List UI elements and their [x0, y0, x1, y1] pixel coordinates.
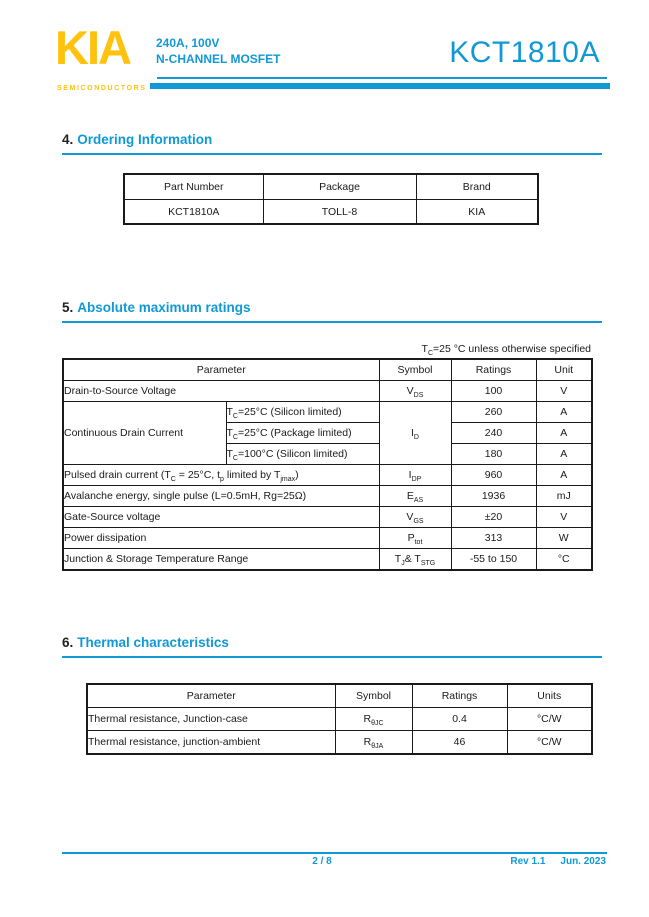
table-row — [63, 402, 592, 423]
col-header: Package — [263, 174, 416, 200]
cell-rating: 46 — [412, 731, 507, 755]
device-spec — [156, 35, 280, 67]
section-4-heading — [62, 132, 602, 155]
cell-unit: W — [536, 528, 592, 549]
cell-parameter: Thermal resistance, Junction-case — [87, 708, 335, 731]
table-row — [87, 731, 592, 755]
cell-part-number: KCT1810A — [124, 200, 263, 225]
table-row — [63, 465, 592, 486]
footer-rule — [62, 852, 607, 854]
brand-tagline: SEMICONDUCTORS — [57, 85, 147, 92]
cell-rating: -55 to 150 — [451, 549, 536, 571]
cell-unit: A — [536, 402, 592, 423]
cell-condition: $T_C=25^\circ C$ (Package limited) — [226, 423, 379, 444]
cell-symbol: $P_{tot}$ — [379, 528, 451, 549]
col-header: Parameter — [87, 684, 335, 708]
table-row — [63, 507, 592, 528]
cell-rating: ±20 — [451, 507, 536, 528]
section-6-number: 6. — [62, 635, 74, 650]
revision-label: Rev 1.1 — [510, 856, 546, 867]
section-5-number: 5. — [62, 300, 74, 315]
cell-brand: KIA — [416, 200, 538, 225]
cell-condition: $T_C=25^\circ C$ (Silicon limited) — [226, 402, 379, 423]
table-row — [63, 486, 592, 507]
cell-parameter: Thermal resistance, junction-ambient — [87, 731, 335, 755]
page-number: 2 / 8 — [312, 856, 332, 867]
cell-rating: 313 — [451, 528, 536, 549]
cell-unit: °C — [536, 549, 592, 571]
kia-logo: KIA — [55, 21, 130, 74]
table-row — [87, 708, 592, 731]
part-number-title: KCT1810A — [449, 36, 600, 69]
cell-symbol: $V_{GS}$ — [379, 507, 451, 528]
table-row — [63, 528, 592, 549]
table-row — [63, 381, 592, 402]
conditions-note: $T_C=25$ °C unless otherwise specified — [421, 343, 591, 358]
cell-symbol: $E_{AS}$ — [379, 486, 451, 507]
table-header-row — [63, 359, 592, 381]
cell-parameter-group: Continuous Drain Current — [63, 402, 226, 465]
absolute-maximum-ratings-table — [62, 358, 593, 571]
section-5-title: Absolute maximum ratings — [77, 300, 251, 315]
cell-parameter: Drain-to-Source Voltage — [63, 381, 379, 402]
cell-unit: °C/W — [507, 708, 592, 731]
cell-parameter: Junction & Storage Temperature Range — [63, 549, 379, 571]
section-6-title: Thermal characteristics — [77, 635, 229, 650]
ordering-table — [123, 173, 539, 225]
thermal-characteristics-table — [86, 683, 593, 755]
cell-rating: 100 — [451, 381, 536, 402]
cell-parameter: Avalanche energy, single pulse (L=0.5mH, Rg=25Ω) — [63, 486, 379, 507]
cell-symbol: $R_{\theta JC}$ — [335, 708, 412, 731]
cell-unit: V — [536, 381, 592, 402]
cell-symbol: $I_D$ — [379, 402, 451, 465]
cell-unit: A — [536, 423, 592, 444]
revision-date: Jun. 2023 — [560, 856, 606, 867]
cell-rating: 260 — [451, 402, 536, 423]
header-rule-thick — [150, 83, 610, 89]
cell-parameter: Pulsed drain current ($T_C = 25^\circ C$, $t_p$ limited by $T_{jmax}$) — [63, 465, 379, 486]
cell-rating: 180 — [451, 444, 536, 465]
cell-rating: 0.4 — [412, 708, 507, 731]
section-4-title: Ordering Information — [77, 132, 213, 147]
col-header: Unit — [536, 359, 592, 381]
col-header: Brand — [416, 174, 538, 200]
cell-unit: A — [536, 444, 592, 465]
col-header: Symbol — [379, 359, 451, 381]
cell-package: TOLL-8 — [263, 200, 416, 225]
cell-symbol: $T_J\&$ $T_{STG}$ — [379, 549, 451, 571]
section-4-number: 4. — [62, 132, 74, 147]
cell-parameter: Power dissipation — [63, 528, 379, 549]
table-header-row — [124, 174, 538, 200]
spec-type: N-CHANNEL MOSFET — [156, 52, 281, 66]
cell-rating: 960 — [451, 465, 536, 486]
table-header-row — [87, 684, 592, 708]
col-header: Ratings — [451, 359, 536, 381]
section-5-heading — [62, 300, 602, 323]
cell-rating: 1936 — [451, 486, 536, 507]
col-header: Parameter — [63, 359, 379, 381]
table-row — [124, 200, 538, 225]
cell-unit: A — [536, 465, 592, 486]
table-row — [63, 549, 592, 571]
cell-symbol: $V_{DS}$ — [379, 381, 451, 402]
cell-unit: V — [536, 507, 592, 528]
spec-rating: 240A, 100V — [156, 36, 220, 50]
cell-symbol: $R_{\theta JA}$ — [335, 731, 412, 755]
cell-condition: $T_C=100^\circ C$ (Silicon limited) — [226, 444, 379, 465]
header-rule-thin — [157, 77, 607, 79]
cell-rating: 240 — [451, 423, 536, 444]
section-6-heading — [62, 635, 602, 658]
cell-parameter: Gate-Source voltage — [63, 507, 379, 528]
revision-info — [510, 856, 606, 867]
col-header: Ratings — [412, 684, 507, 708]
col-header: Part Number — [124, 174, 263, 200]
col-header: Symbol — [335, 684, 412, 708]
cell-unit: °C/W — [507, 731, 592, 755]
col-header: Units — [507, 684, 592, 708]
cell-unit: mJ — [536, 486, 592, 507]
cell-symbol: $I_{DP}$ — [379, 465, 451, 486]
